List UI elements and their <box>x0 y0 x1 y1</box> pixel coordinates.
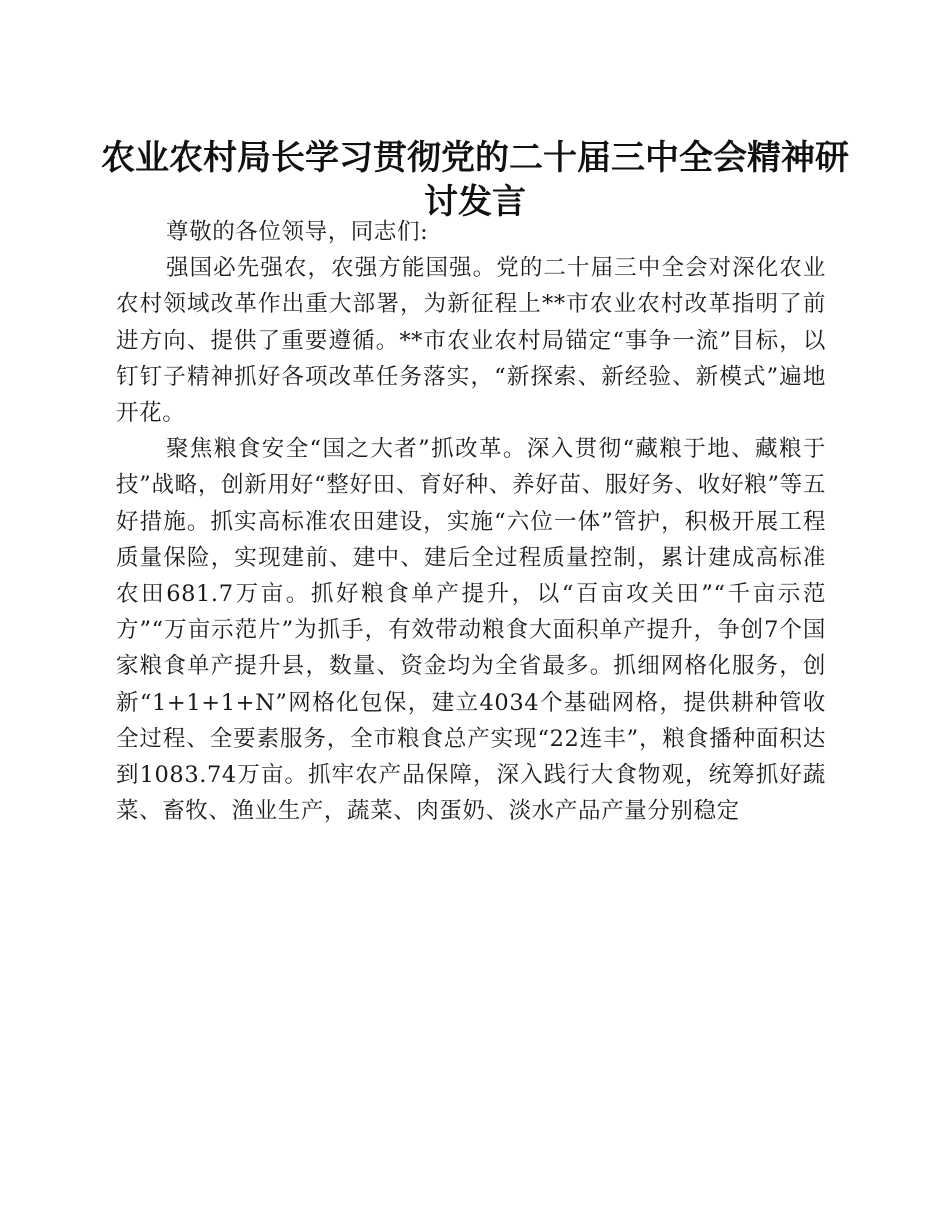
grain-security-paragraph: 聚焦粮食安全“国之大者”抓改革。深入贯彻“藏粮于地、藏粮于技”战略，创新用好“整好田、育好种、养好苗、服好务、收好粮”等五好措施。抓实高标准农田建设，实施“六位一体”管护，积极开展工程质量保险，实现建前、建中、建后全过程质量控制，累计建成高标准农田681.7万亩。抓好粮食单产提升，以“百亩攻关田”“千亩示范方”“万亩示范片”为抓手，有效带动粮食大面积单产提升，争创7个国家粮食单产提升县，数量、资金均为全省最多。抓细网格化服务，创新“1+1+1+N”网格化包保，建立4034个基础网格，提供耕种管收全过程、全要素服务，全市粮食总产实现“22连丰”，粮食播种面积达到1083.74万亩。抓牢农产品保障，深入践行大食物观，统筹抓好蔬菜、畜牧、渔业生产，蔬菜、肉蛋奶、淡水产品产量分别稳定 <box>116 436 826 825</box>
greeting-paragraph: 尊敬的各位领导，同志们: <box>166 219 429 245</box>
document-body <box>116 214 826 829</box>
intro-paragraph: 强国必先强农，农强方能国强。党的二十届三中全会对深化农业农村领域改革作出重大部署，为新征程上**市农业农村改革指明了前进方向、提供了重要遵循。**市农业农村局锚定“事争一流”目标，以钉钉子精神抓好各项改革任务落实，“新探索、新经验、新模式”遍地开花。 <box>116 255 826 427</box>
document-title: 农业农村局长学习贯彻党的二十届三中全会精神研讨发言 <box>101 138 849 222</box>
